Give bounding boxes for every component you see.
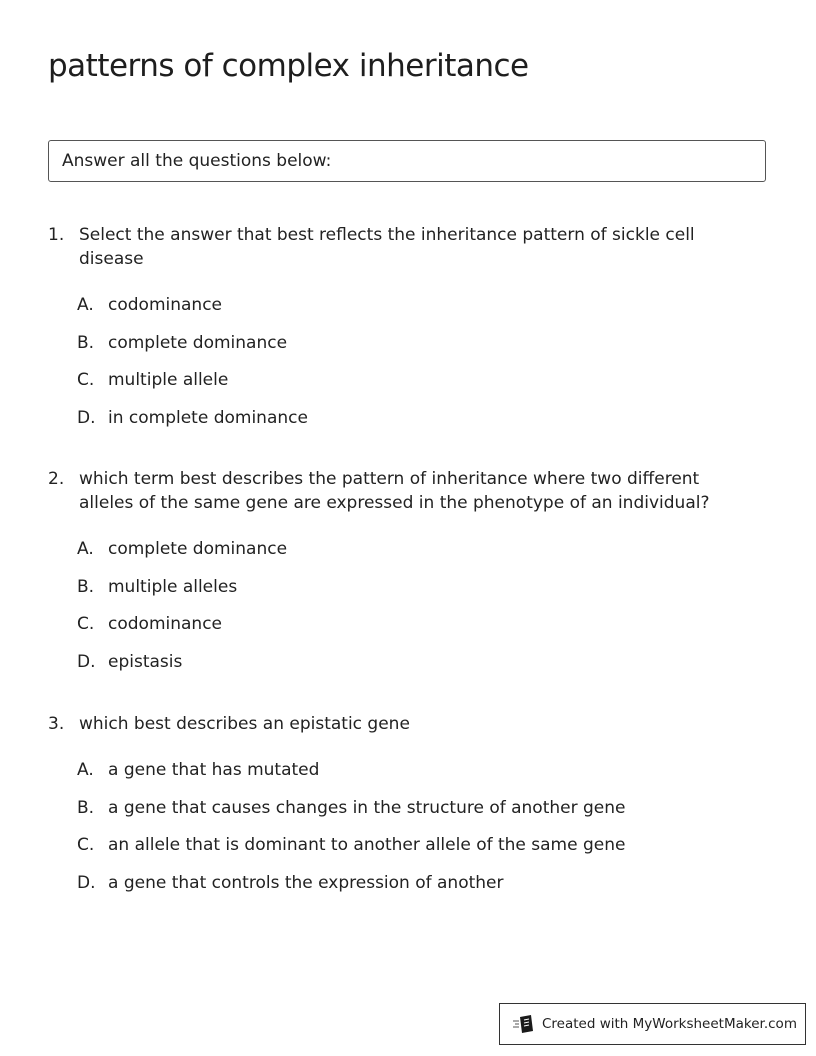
instructions-box bbox=[48, 140, 766, 182]
option-letter: B. bbox=[77, 797, 95, 818]
answer-option bbox=[77, 368, 758, 406]
option-text: codominance bbox=[108, 295, 222, 315]
question-3 bbox=[48, 712, 758, 908]
answer-option bbox=[77, 612, 758, 650]
answer-option bbox=[77, 406, 758, 444]
option-letter: C. bbox=[77, 370, 95, 390]
answer-option bbox=[77, 537, 758, 575]
option-letter: A. bbox=[77, 295, 94, 315]
option-text: a gene that has mutated bbox=[108, 760, 320, 780]
instructions-text: Answer all the questions below: bbox=[62, 151, 332, 171]
question-number: 3. bbox=[48, 714, 65, 734]
option-text: multiple allele bbox=[108, 370, 229, 390]
option-text: codominance bbox=[108, 614, 222, 634]
answer-option bbox=[77, 871, 758, 909]
answer-option bbox=[77, 331, 758, 369]
answer-option bbox=[77, 796, 758, 834]
option-letter: D. bbox=[77, 407, 96, 428]
question-1 bbox=[48, 223, 758, 443]
answer-option bbox=[77, 833, 758, 871]
answer-options bbox=[48, 758, 758, 908]
option-text: a gene that controls the expression of another bbox=[108, 872, 504, 893]
worksheet-title: patterns of complex inheritance bbox=[48, 48, 529, 84]
option-text: complete dominance bbox=[108, 539, 288, 559]
option-text: epistasis bbox=[108, 651, 183, 672]
answer-options bbox=[48, 293, 758, 443]
option-letter: A. bbox=[77, 539, 94, 559]
footer-badge[interactable] bbox=[499, 1003, 806, 1045]
option-letter: A. bbox=[77, 760, 94, 780]
question-number: 1. bbox=[48, 225, 65, 245]
question-text: which term best describes the pattern of inheritance where two different alleles of the same gene are expressed in the phenotype of an individual? bbox=[79, 469, 710, 513]
option-letter: D. bbox=[77, 651, 96, 672]
option-text: in complete dominance bbox=[108, 407, 308, 428]
option-letter: D. bbox=[77, 872, 96, 893]
question-text: Select the answer that best reflects the inheritance pattern of sickle cell disease bbox=[79, 225, 695, 269]
worksheet-logo-icon bbox=[512, 1014, 536, 1034]
question-text: which best describes an epistatic gene bbox=[79, 714, 410, 734]
answer-option bbox=[77, 575, 758, 613]
option-letter: B. bbox=[77, 576, 95, 597]
option-letter: C. bbox=[77, 835, 95, 855]
option-letter: C. bbox=[77, 614, 95, 634]
option-text: complete dominance bbox=[108, 332, 288, 353]
answer-option bbox=[77, 758, 758, 796]
answer-option bbox=[77, 650, 758, 688]
option-text: a gene that causes changes in the structure of another gene bbox=[108, 797, 626, 818]
footer-text: Created with MyWorksheetMaker.com bbox=[542, 1016, 797, 1032]
question-2 bbox=[48, 467, 758, 687]
option-letter: B. bbox=[77, 332, 95, 353]
option-text: multiple alleles bbox=[108, 576, 238, 597]
answer-option bbox=[77, 293, 758, 331]
option-text: an allele that is dominant to another allele of the same gene bbox=[108, 835, 626, 855]
question-number: 2. bbox=[48, 469, 65, 489]
answer-options bbox=[48, 537, 758, 687]
